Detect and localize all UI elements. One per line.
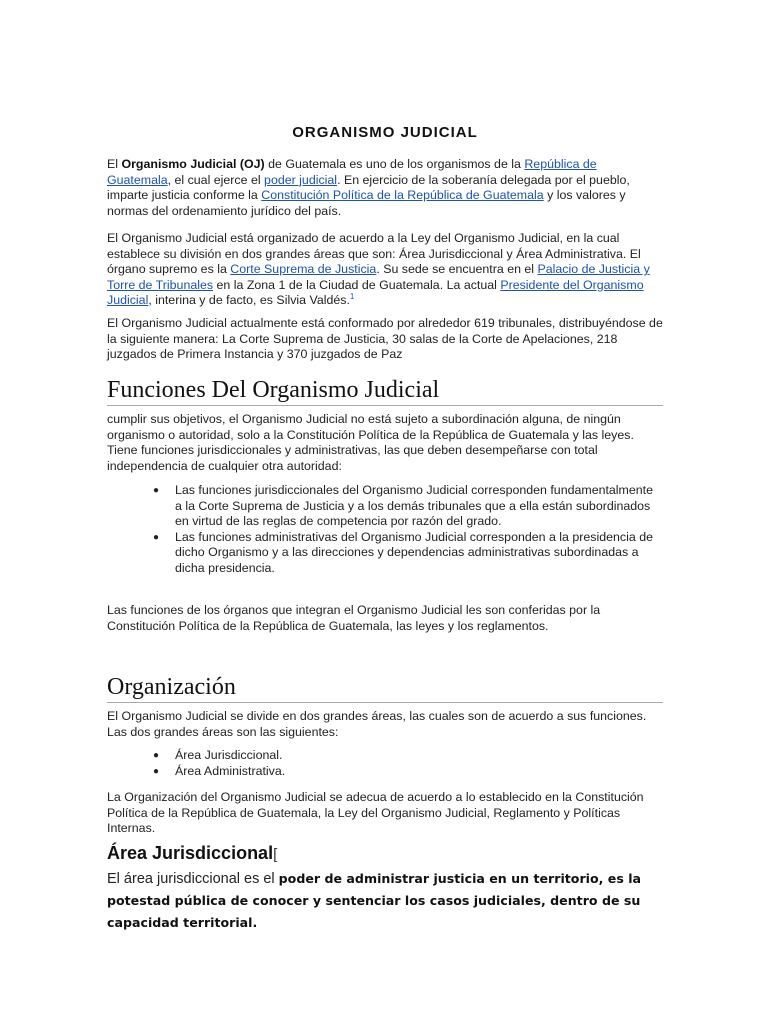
intro-p2-text-c: en la Zona 1 de la Ciudad de Guatemala. La actual bbox=[213, 277, 501, 292]
link-constitucion-politica[interactable]: Constitución Política de la República de Guatemala bbox=[261, 188, 544, 203]
area-jurisdiccional-bold: poder de administrar justicia en un territorio, es la potestad pública de conocer y sentenciar los casos judiciales, dentro de su capacidad territorial. bbox=[107, 871, 642, 930]
funciones-paragraph-2: Las funciones de los órganos que integran el Organismo Judicial les son conferidas por la Constitución Política de la República de Guatemala, las leyes y los reglamentos. bbox=[107, 603, 601, 633]
list-item bbox=[107, 530, 663, 577]
footnote-reference[interactable]: 1 bbox=[349, 292, 355, 302]
area-jurisdiccional-text-a: El área jurisdiccional es el bbox=[107, 871, 279, 887]
bullet-icon: ● bbox=[153, 531, 160, 543]
intro-p2-text-d: , interina y de facto, es Silvia Valdés. bbox=[148, 293, 350, 308]
document-title: ORGANISMO JUDICIAL bbox=[292, 124, 478, 141]
heading-area-jurisdiccional-text: Área Jurisdiccional bbox=[107, 843, 274, 863]
link-palacio-de-justicia[interactable]: Palacio de Justicia y Torre de Tribunales bbox=[107, 262, 650, 292]
intro-p1-bold: Organismo Judicial (OJ) bbox=[121, 157, 265, 171]
list-item bbox=[107, 483, 663, 530]
list-item-text: Las funciones jurisdiccionales del Organismo Judicial corresponden fundamentalmente a la Corte Suprema de Justicia y a los demás tribunales que a ella están subordinados en virtud de las reglas de competencia por razón del grado. bbox=[175, 483, 653, 529]
link-poder-judicial[interactable]: poder judicial bbox=[264, 172, 338, 187]
list-item bbox=[107, 764, 663, 780]
organizacion-bullet-list bbox=[107, 748, 663, 779]
heading-area-jurisdiccional bbox=[107, 843, 277, 864]
link-corte-suprema-de-justicia[interactable]: Corte Suprema de Justicia bbox=[230, 262, 377, 277]
list-item bbox=[107, 748, 663, 764]
area-jurisdiccional-paragraph bbox=[107, 868, 663, 934]
intro-p2-text-b: . Su sede se encuentra en el bbox=[376, 262, 538, 277]
organizacion-paragraph-2: La Organización del Organismo Judicial se adecua de acuerdo a lo establecido en la Constitución Política de la República de Guatemala, la Ley del Organismo Judicial, Reglamento y Políticas Internas. bbox=[107, 790, 644, 836]
heading-organizacion: Organización bbox=[107, 673, 663, 703]
intro-p1-text-d: . En ejercicio de la soberanía delegada por el pueblo, imparte justicia conforme la bbox=[107, 172, 630, 203]
link-republica-de-guatemala[interactable]: República de Guatemala bbox=[107, 157, 597, 187]
intro-p1-text-a: El bbox=[107, 157, 122, 171]
intro-p1-text-c: , el cual ejerce el bbox=[167, 172, 265, 187]
list-item-text: Área Jurisdiccional. bbox=[175, 748, 283, 762]
funciones-paragraph-1: cumplir sus objetivos, el Organismo Judicial no está sujeto a subordinación alguna, de ningún organismo o autoridad, solo a la Constitución Política de la República de Guatemala y las leyes. Tiene funciones jurisdiccionales y administrativas, las que deben desempeñarse con total independencia de cualquier otra autoridad: bbox=[107, 412, 634, 473]
funciones-bullet-list bbox=[107, 483, 663, 577]
bullet-icon: ● bbox=[153, 485, 160, 496]
intro-p2-text-a: El Organismo Judicial está organizado de acuerdo a la Ley del Organismo Judicial, en la cual establece su división en dos grandes áreas que son: Área Jurisdiccional y Área Administrativa. El órgano supremo es la bbox=[107, 231, 641, 277]
intro-p1-text-e: y los valores y normas del ordenamiento jurídico del país. bbox=[107, 188, 626, 218]
intro-paragraph-2 bbox=[107, 231, 663, 309]
intro-paragraph-1 bbox=[107, 157, 663, 219]
intro-paragraph-3: El Organismo Judicial actualmente está conformado por alrededor 619 tribunales, distribuyéndose de la siguiente manera: La Corte Suprema de Justicia, 30 salas de la Corte de Apelaciones, 218 juzgados de Primera Instancia y 370 juzgados de Paz bbox=[107, 316, 663, 362]
heading-bracket: [ bbox=[273, 846, 278, 863]
heading-funciones: Funciones Del Organismo Judicial bbox=[107, 376, 663, 406]
intro-p1-text-b: de Guatemala es uno de los organismos de la bbox=[264, 157, 525, 171]
organizacion-paragraph-1: El Organismo Judicial se divide en dos grandes áreas, las cuales son de acuerdo a sus funciones. Las dos grandes áreas son las siguientes: bbox=[107, 709, 647, 739]
bullet-icon: ● bbox=[153, 765, 160, 777]
link-presidente-organismo-judicial[interactable]: Presidente del Organismo Judicial bbox=[107, 277, 644, 308]
list-item-text: Las funciones administrativas del Organismo Judicial corresponden a la presidencia de dicho Organismo y a las direcciones y dependencias administrativas subordinadas a dicha presidencia. bbox=[175, 529, 653, 575]
bullet-icon: ● bbox=[153, 750, 160, 761]
list-item-text: Área Administrativa. bbox=[175, 763, 286, 778]
